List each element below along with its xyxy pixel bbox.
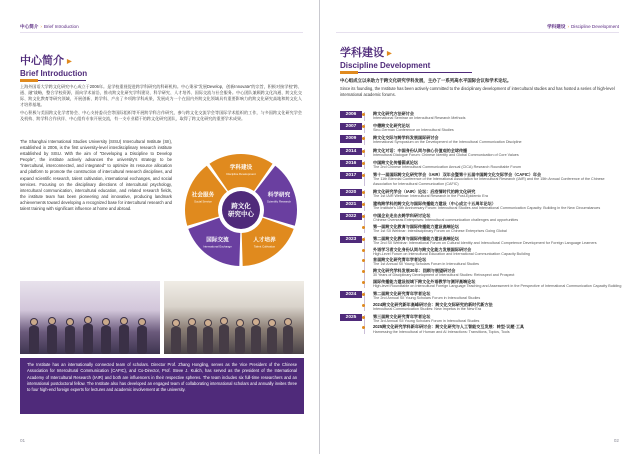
timeline-event — [368, 279, 622, 289]
running-head-separator-icon: › — [40, 24, 42, 29]
timeline-event — [368, 148, 622, 158]
timeline-event-title-zh: 第二届跨文化教育与国际传播能力建设高端论坛 — [373, 235, 459, 241]
timeline-event-title-en: Sino-German Conference on Intercultural Studies — [373, 128, 454, 133]
left-running-head-zh: 中心简介 — [20, 24, 39, 29]
diagram-segment-label-en: International Exchange — [203, 244, 232, 249]
left-running-head — [20, 24, 79, 30]
timeline-year-badge: 2025 — [340, 314, 362, 321]
timeline-event-title-en: The 11th Biennial Conference of the International Association for Intercultural Research (IAIR) and the 15th Annual Conference of the Chinese Association for Intercultural Communication (CAFIC) — [373, 177, 605, 186]
diagram-segment-label-en: Discipline Development — [226, 172, 256, 176]
timeline-year-block — [340, 135, 622, 145]
intro-title-zh: 中心简介 ▶ — [20, 55, 72, 67]
right-page-number: 02 — [613, 438, 619, 443]
timeline-year-badge: 2016 — [340, 160, 362, 167]
timeline-event-title-zh: 第三届跨文化研究青年学者论坛 — [373, 313, 431, 319]
timeline-event-title-en: International Symposium on the Development of the Intercultural Communication Discipline — [373, 140, 522, 145]
timeline-event-title-zh: 跨文化对话：中国身份认同与核心价值观的全球传播 — [373, 147, 468, 153]
diagram-svg — [178, 146, 304, 274]
timeline-event-title-en: The 2nd SII Webinar: International Forum on Cultural Identity and Intercultural Competence Development for Foreign Language Learners — [373, 241, 597, 246]
timeline-event-title-zh: 中国企业走出去跨学科研讨论坛 — [373, 213, 431, 219]
timeline-event-title-en: Chinese Overseas Enterprises: Intercultural communication challenges and opportunities — [373, 218, 519, 223]
timeline-event — [368, 324, 622, 334]
diagram-segment-label-en: Scientific Research — [267, 199, 291, 204]
timeline-event — [368, 189, 622, 199]
diagram-center-label-1: 跨文化 — [231, 203, 251, 210]
left-page — [0, 0, 319, 454]
timeline-event-title-en: The 1st IAIR Webinar: Intercultural Research in the Post-Epidemic Era — [373, 193, 488, 198]
timeline-year-badge: 2023 — [340, 236, 362, 243]
diagram-segment-label-zh: 人才培养 — [253, 237, 276, 244]
left-header-rule — [20, 32, 303, 33]
timeline-event-title-en: Intercultural Dialogue Forum: Chinese Identity and Global Communication of Core Values — [373, 152, 519, 157]
diagram-segment-label-zh: 社会服务 — [191, 192, 215, 199]
timeline-year-block — [340, 123, 622, 133]
intro-chinese-text — [20, 84, 302, 125]
timeline-year-badge: 2024 — [340, 291, 362, 298]
conference-timeline — [340, 111, 622, 337]
timeline-event-title-zh: 中德跨文化研究论坛 — [373, 123, 410, 129]
discipline-title-rule — [340, 72, 472, 73]
right-header-rule — [336, 32, 619, 33]
timeline-event — [368, 123, 622, 133]
discipline-heading — [340, 44, 472, 73]
discipline-intro-zh: 中心组成立以来助力于跨文化研究学科发展，主办了一系列高水平国际会议和学术论坛。 — [340, 78, 512, 83]
timeline-event — [368, 224, 622, 234]
intro-zh-paragraph-2: 中心积极与美国跨文化学者协会、中心支持委员会等国际组织等开展跨学科合作研究，参与跨文化交流学会等国际学术组织的工作，与多国跨文化研究学会及机构、跨学科合作伙伴、中心组有专家开展交流，有一支专业精干的跨文化研究团队，取得了跨文化研究的重要学术成果。 — [20, 110, 302, 122]
timeline-event-title-zh: 外语学习者文化身份认同与跨文化能力发展国际研讨会 — [373, 246, 472, 252]
timeline-event-title-zh: 跨文化研究学科发展30年：回顾与展望研讨会 — [373, 268, 456, 274]
timeline-event-title-en: The 2nd Chinese Intercultural Communication Annual (CICA) Research Roundtable Forum — [373, 164, 521, 169]
left-page-number: 01 — [20, 438, 26, 443]
discipline-title-en: Discipline Development — [340, 61, 431, 70]
timeline-event-title-zh: 第十一届国际跨文化研究学会（IAIR）双年会暨第十五届中国跨文化交际学会（CAFIC）年会 — [373, 171, 542, 177]
timeline-event — [368, 236, 622, 246]
timeline-event — [368, 111, 622, 121]
team-info-banner: The Institute has an internationally connected team of scholars. Director Prof. Zhang Hongling, serves as the Vice President of the Chinese Association for Intercultural Communication (CAFIC), and Co-Director, Prof. Steve J. Kulich, has served as the president of the International Academy of Intercultural Research (IAIR) and both are influencers in their respective spheres. The team includes six full-time researchers and an international postdoctoral fellow. The Institute also has developed an engaged team of collaborating international scholars and annually invites three to four high-end foreign experts for lectures and academic involvement at the university. — [20, 358, 304, 414]
intro-title-en: Brief Introduction — [20, 69, 88, 78]
team-photo-right — [164, 281, 304, 354]
timeline-year-badge: 2017 — [340, 172, 362, 179]
timeline-event-title-en: The 1st Annual SII Young Scholars Forum in Intercultural Studies — [373, 262, 479, 267]
timeline-year-block — [340, 172, 622, 186]
timeline-event — [368, 247, 622, 257]
intro-english-text: The Shanghai International Studies University (SISU) Intercultural Institute (SII), established in 2006, is the first university-level interdisciplinary research institute established by SISU. With the aim of "Developing a Discipline to Develop People", the institute actively advances the university's strategy to be "intercultural, interconnected, and integrated" to optimize its resource allocation and platform to promote the construction of intercultural research disciplines, and expand scientific research, talent cultivation, international exchanges, and social services. Focusing on the disciplinary directions of intercultural psychology, intercultural communication, intercultural education, and related research fields, the institute team has been pioneering and innovative, producing landmark achievements toward developing a recognized base for intercultural research and talent training with significant influence at home and abroad. — [20, 139, 172, 212]
timeline-event-title-zh: 建构跨学科的跨文化与国际传播能力建设（中心成立十五周年论坛） — [373, 200, 496, 206]
left-running-head-en: Brief Introduction — [43, 24, 79, 29]
timeline-event-title-zh: 首届跨文化研究青年学者论坛 — [373, 257, 427, 263]
timeline-event-title-en: High-level Roundtable on Intercultural Foreign Language Teaching and Assessment in the Perspective of International Communication Capacity Building — [373, 283, 622, 288]
diagram-center-disc — [222, 191, 260, 229]
diagram-segment-label-en: Social Service — [194, 199, 212, 204]
intro-title-rule — [20, 80, 86, 81]
timeline-event-title-en: Harnessing the Intercultural of Human and AI Interactions: Transitions, Topics, Tools — [373, 329, 510, 334]
diagram-segment-label-zh: 科学研究 — [267, 192, 291, 199]
timeline-year-badge: 2009 — [340, 135, 362, 142]
timeline-year-block — [340, 148, 622, 158]
timeline-year-badge: 2014 — [340, 148, 362, 155]
intro-zh-paragraph-1: 上海外国语大学跨文化研究中心成立于2006年。是学校重视促进跨学科研究的科研机构。中心秉承“发展Develop，创新Innovate”的宗旨，积极对接学校“跨、通、融”战略，整合学校资源，面向学术前沿，推动跨文化研究学科建设、科学研究、人才培养、国际交流与社会服务。中心团队兼顾跨文化沟通、跨文化交际、跨文化教育等研究领域，开展创新、跨学科、产出了多项跨学科成果，发展成为一个在国内外跨文化领域具有重要影响力的跨文化研究高地和跨文化人才培养基地。 — [20, 84, 302, 108]
intro-heading — [20, 52, 86, 81]
title-arrow-icon: ▶ — [387, 50, 392, 57]
timeline-event — [368, 302, 622, 312]
timeline-event-title-en: The 3rd Annual SII Young Scholars Forum in Intercultural Studies — [373, 318, 480, 323]
timeline-event-title-zh: 国际传播能力建设视域下跨文化外语教学与测评高端论坛 — [373, 278, 476, 284]
timeline-event-title-zh: 2024跨文化研究新年高峰研讨会：跨文化交际研究的新时代新方法 — [373, 301, 493, 307]
timeline-year-badge: 2022 — [340, 213, 362, 220]
timeline-event-title-zh: 2025跨文化研究学科新年研讨会：跨文化研究与人工智能交互发展：转型·议题·工具 — [373, 324, 525, 330]
timeline-event-title-en: The Institute's 15th Anniversary Forum: Intercultural Studies and International Communication Capacity: Building in the New Circumstances — [373, 206, 601, 210]
diagram-segment-label-zh: 国际交流 — [206, 237, 229, 244]
timeline-year-block — [340, 111, 622, 121]
timeline-event — [368, 172, 622, 186]
timeline-event-title-zh: 中国跨文化传播圆桌论坛 — [373, 159, 419, 165]
discipline-title-zh: 学科建设 ▶ — [340, 47, 392, 59]
timeline-event-title-zh: 跨文化交际与跨学科发展国际研讨会 — [373, 135, 439, 141]
timeline-event-title-en: The 1st SII Webinar: Interdisciplinary Forum on Chinese Enterprises Going Global — [373, 228, 507, 233]
right-running-head-zh: 学科建设 — [547, 24, 566, 29]
timeline-year-block — [340, 160, 622, 170]
timeline-year-block — [340, 189, 622, 199]
timeline-year-block — [340, 201, 622, 211]
timeline-event-title-en: 30 Years of Disciplinary Development of Intercultural Studies: Retrospect and Prospect — [373, 273, 515, 278]
diagram-center-label-2: 研究中心 — [228, 211, 254, 218]
timeline-year-badge: 2006 — [340, 111, 362, 118]
timeline-event — [368, 291, 622, 301]
team-photo-left-figures — [20, 314, 160, 354]
timeline-year-block — [340, 314, 622, 334]
timeline-event — [368, 257, 622, 267]
timeline-event — [368, 213, 622, 223]
timeline-event-title-en: International Seminar on Intercultural Research Methods — [373, 116, 466, 121]
timeline-event — [368, 135, 622, 145]
timeline-event-title-zh: 跨文化研究方法研讨会 — [373, 111, 414, 116]
right-running-head-en: Discipline Development — [570, 24, 619, 29]
timeline-event — [368, 160, 622, 170]
timeline-year-block — [340, 291, 622, 311]
team-photo-left — [20, 281, 160, 354]
timeline-event-title-zh: 第二届跨文化研究青年学者论坛 — [373, 290, 431, 296]
timeline-year-badge: 2020 — [340, 189, 362, 196]
discipline-intro-en: Since its founding, the Institute has been actively committed to the disciplinary development of intercultural studies and has hosted a series of high-level international academic forums. — [340, 86, 615, 97]
running-head-separator-icon: › — [567, 24, 569, 29]
timeline-event-title-en: The 2nd Annual SII Young Scholars Forum in Intercultural Studies — [373, 296, 481, 300]
diagram-segment-label-en: Talent Cultivation — [253, 244, 276, 249]
team-photos — [20, 281, 304, 354]
timeline-year-block — [340, 236, 622, 288]
timeline-event — [368, 268, 622, 278]
timeline-year-block — [340, 213, 622, 233]
timeline-event — [368, 201, 622, 211]
diagram-segment-label-zh: 学科建设 — [229, 165, 253, 171]
timeline-event — [368, 314, 622, 324]
timeline-event-title-zh: 第一届跨文化教育与国际传播能力建设高端论坛 — [373, 223, 459, 229]
timeline-event-title-en: Intercultural Communication Studies: New Impetus in the New Era — [373, 306, 482, 311]
team-photo-right-figures — [164, 314, 304, 354]
right-running-head — [547, 24, 619, 30]
timeline-event-title-zh: 跨文化研究学会（IAIR）论坛：后疫情时代的跨文化研究 — [373, 188, 476, 194]
title-arrow-icon: ▶ — [67, 58, 72, 65]
timeline-year-badge: 2007 — [340, 123, 362, 130]
timeline-year-badge: 2021 — [340, 201, 362, 208]
center-functions-diagram — [178, 146, 304, 274]
timeline-event-title-en: High-Level Forum on Intercultural Education and International Communication Capacity Building — [373, 251, 530, 256]
